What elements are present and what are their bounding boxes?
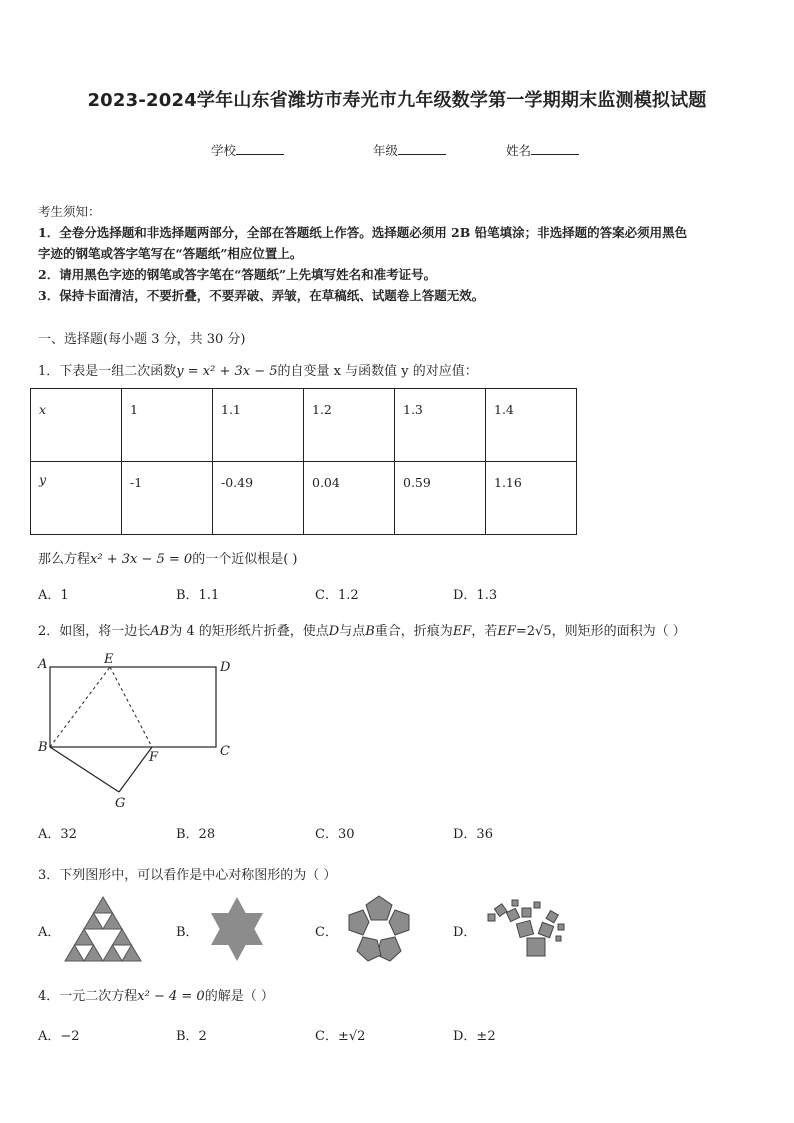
table-cell: 1 [122,389,213,462]
q1-after-prefix: 那么方程 [38,552,91,567]
label-f: F [149,750,159,765]
label-d: D [220,660,231,675]
table-cell: 1.3 [395,389,486,462]
q1-value-table [30,388,577,535]
q4-option-b[interactable]: B．2 [176,1029,207,1044]
sierpinski-triangle-icon [63,895,143,965]
q1-prefix: 1．下表是一组二次函数 [38,364,177,379]
table-cell: 1.16 [486,462,577,535]
q3-option-d[interactable]: D． [453,925,477,940]
notice-item: 3．保持卡面清洁，不要折叠，不要弄破、弄皱，在草稿纸、试题卷上答题无效。 [38,288,485,303]
q3-option-a[interactable]: A． [38,925,61,940]
label-b: B [38,740,48,755]
table-row [31,462,577,535]
grade-field[interactable] [373,141,446,159]
name-blank[interactable] [531,142,579,155]
q2-option-a[interactable]: A．32 [38,827,77,842]
q3-option-b[interactable]: B． [176,925,199,940]
label-g: G [115,796,126,811]
name-label: 姓名 [506,143,532,158]
school-field[interactable] [211,141,284,159]
question-3-stem: 3．下列图形中，可以看作是中心对称图形的为（ ） [38,868,337,883]
section-heading: 一、选择题(每小题 3 分，共 30 分) [38,332,246,347]
notice-item: 1．全卷分选择题和非选择题两部分，全部在答题纸上作答。选择题必须用 2B 铅笔填涂；非选择题的答案必须用黑色 [38,225,688,240]
page-title: 2023-2024学年山东省潍坊市寿光市九年级数学第一学期期末监测模拟试题 [87,90,707,111]
notice-item: 2．请用黑色字迹的钢笔或答字笔在“答题纸”上先填写姓名和准考证号。 [38,267,437,282]
fold-edge-gf [119,747,152,792]
table-cell: 1.4 [486,389,577,462]
question-2-stem: 2．如图，将一边长AB为 4 的矩形纸片折叠，使点D与点B重合，折痕为EF，若EF=2√5，则矩形的面积为（ ） [38,624,686,639]
q1-option-a[interactable]: A．1 [38,588,69,603]
q2-option-c[interactable]: C．30 [315,827,355,842]
q4-option-d[interactable]: D．±2 [453,1029,496,1044]
label-a: A [38,657,48,672]
grade-label: 年级 [373,143,399,158]
notice-heading: 考生须知： [38,204,101,219]
q1-option-d[interactable]: D．1.3 [453,588,498,603]
table-cell: 0.04 [304,462,395,535]
crease-ef [110,667,152,747]
label-c: C [220,744,230,759]
q1-suffix: 的自变量 x 与函数值 y 的对应值： [277,364,478,379]
q2-option-d[interactable]: D．36 [453,827,493,842]
q2-option-b[interactable]: B．28 [176,827,216,842]
table-cell: 1.1 [213,389,304,462]
q4-option-a[interactable]: A．−2 [38,1029,80,1044]
pentagon-ring-icon [343,893,415,965]
question-1-stem [38,360,478,379]
hexagram-icon [205,895,269,963]
question-1-followup [38,548,297,567]
q1-after-suffix: 的一个近似根是( ) [192,552,298,567]
q4-option-c[interactable]: C．±√2 [315,1029,366,1044]
q1-formula: y = x² + 3x − 5 [176,364,278,379]
table-cell: -1 [122,462,213,535]
table-cell: 1.2 [304,389,395,462]
q1-option-c[interactable]: C．1.2 [315,588,359,603]
table-cell: -0.49 [213,462,304,535]
question-4-stem: 4．一元二次方程x² − 4 = 0的解是（ ） [38,989,274,1004]
table-cell: x [31,389,122,462]
fold-edge-be [50,667,110,747]
school-blank[interactable] [236,142,284,155]
table-row [31,389,577,462]
q1-after-formula: x² + 3x − 5 = 0 [90,552,193,567]
notice-item: 字迹的钢笔或答字笔写在“答题纸”相应位置上。 [38,246,303,261]
table-cell: 0.59 [395,462,486,535]
q3-option-c[interactable]: C． [315,925,338,940]
school-label: 学校 [211,143,237,158]
rectangle-abcd [50,667,216,747]
label-e: E [104,652,114,667]
table-cell: y [31,462,122,535]
name-field[interactable] [506,141,579,159]
q2-figure [30,650,240,815]
q1-option-b[interactable]: B．1.1 [176,588,220,603]
pythagoras-tree-icon [482,898,572,962]
notice-block [38,201,758,306]
grade-blank[interactable] [398,142,446,155]
fold-edge-bg [50,747,119,792]
